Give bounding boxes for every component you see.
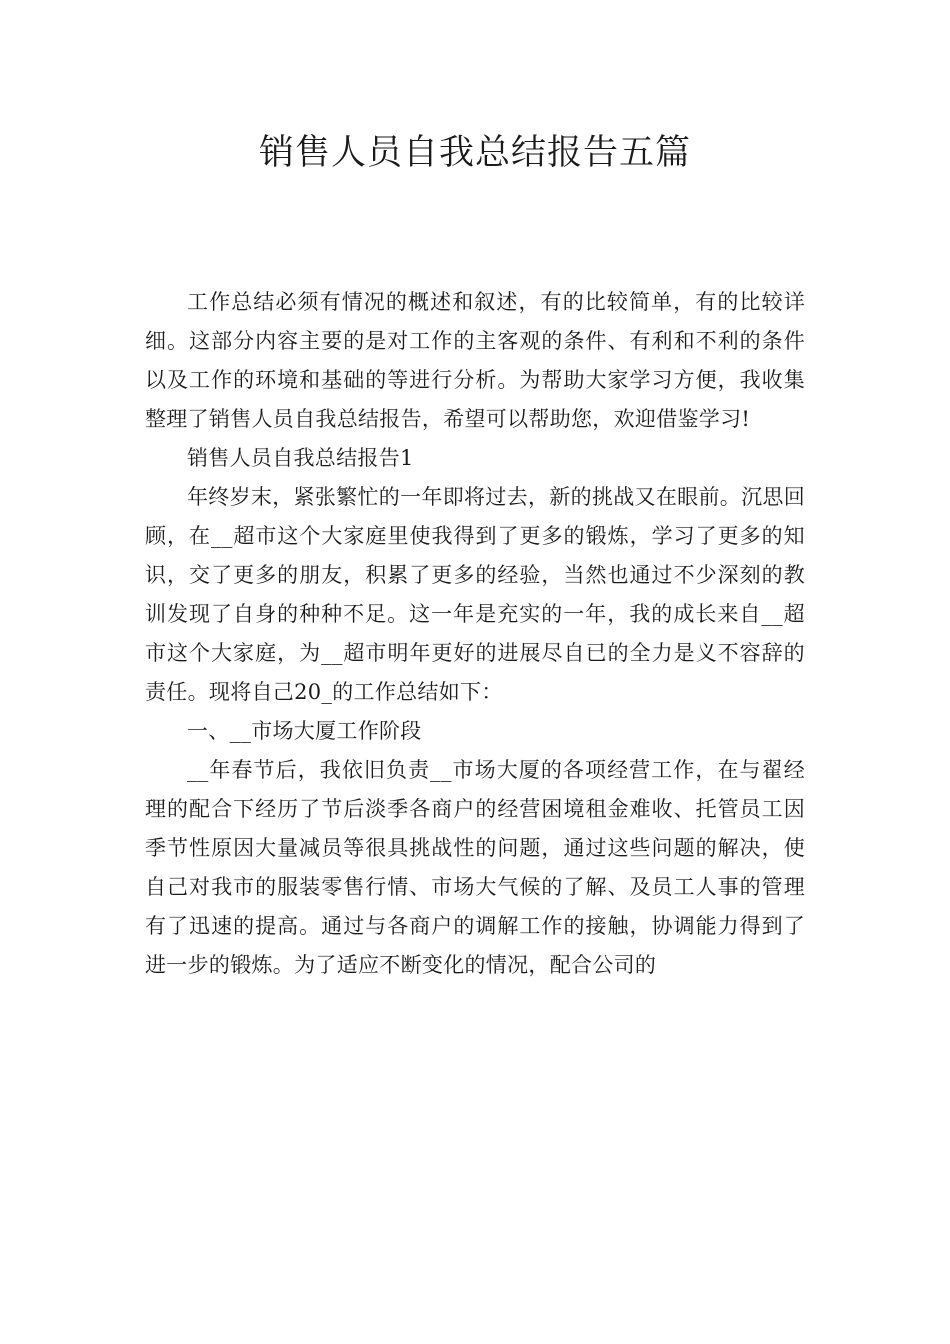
section-heading: 一、__市场大厦工作阶段 bbox=[187, 719, 422, 743]
body-paragraph: 年终岁末，紧张繁忙的一年即将过去，新的挑战又在眼前。沉思回顾，在__超市这个大家庭里使我得到了更多的锻炼，学习了更多的知识，交了更多的朋友，积累了更多的经验，当然也通过不少深刻的教训发现了自身的种种不足。这一年是充实的一年，我的成长来自__超市这个大家庭，为__超市明年更好的进展尽自已的全力是义不容辞的责任。现将自己20_的工作总结如下： bbox=[145, 485, 805, 704]
intro-paragraph: 工作总结必须有情况的概述和叙述，有的比较简单，有的比较详细。这部分内容主要的是对工作的主客观的条件、有利和不利的条件以及工作的环境和基础的等进行分析。为帮助大家学习方便，我收集整理了销售人员自我总结报告，希望可以帮助您，欢迎借鉴学习! bbox=[145, 290, 805, 431]
document-body bbox=[145, 283, 805, 985]
section-heading-report-1: 销售人员自我总结报告1 bbox=[187, 446, 414, 470]
document-title: 销售人员自我总结报告五篇 bbox=[258, 133, 691, 173]
body-paragraph: __年春节后，我依旧负责__市场大厦的各项经营工作，在与翟经理的配合下经历了节后淡季各商户的经营困境租金难收、托管员工因季节性原因大量减员等很具挑战性的问题，通过这些问题的解决，使自己对我市的服装零售行情、市场大气候的了解、及员工人事的管理有了迅速的提高。通过与各商户的调解工作的接触，协调能力得到了进一步的锻炼。为了适应不断变化的情况，配合公司的 bbox=[145, 758, 805, 977]
